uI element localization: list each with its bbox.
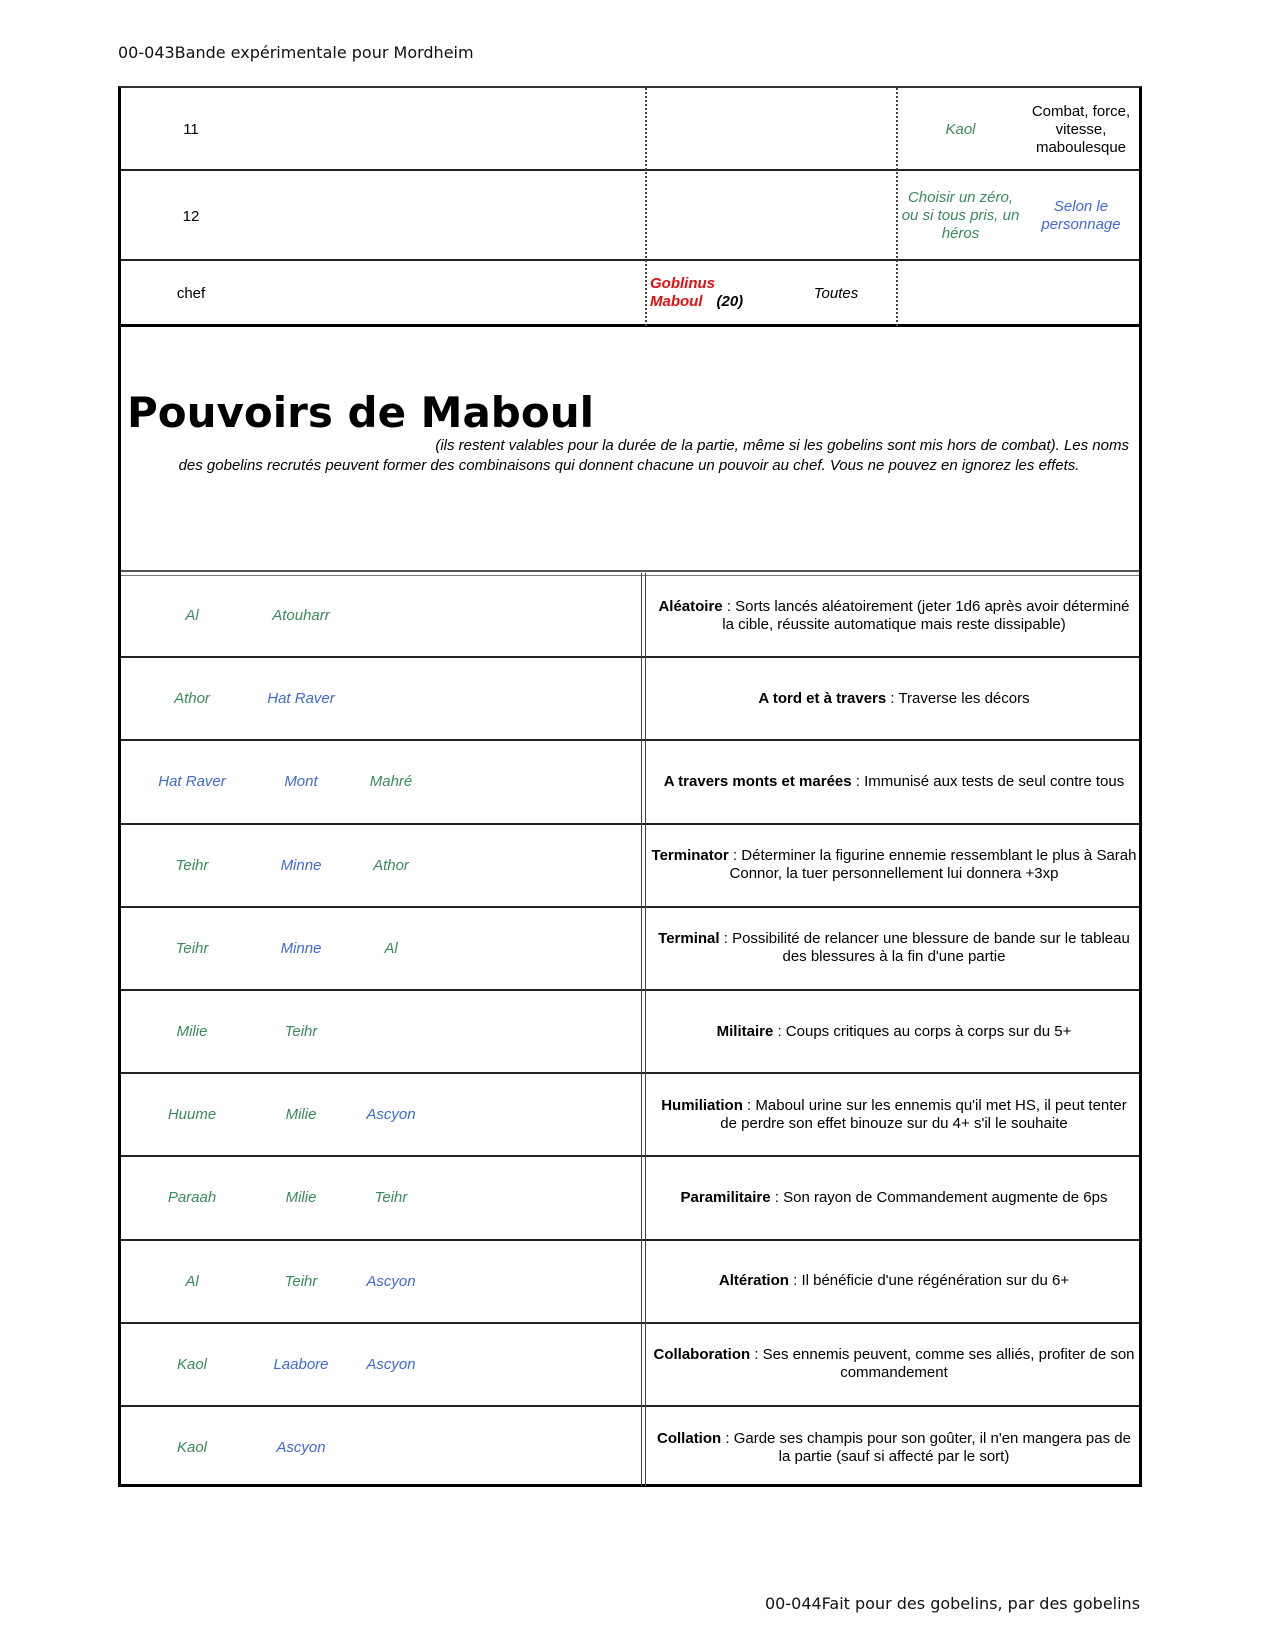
- power-description: [649, 907, 1139, 990]
- power-title: Aléatoire: [658, 597, 723, 615]
- power-description: [649, 1073, 1139, 1156]
- row-label: 12: [182, 207, 200, 225]
- power-row: [121, 990, 1139, 1073]
- power-text: [651, 847, 1137, 883]
- power-effect: : Traverse les décors: [886, 689, 1030, 707]
- hero-name: Kaol: [945, 120, 976, 138]
- power-description: [649, 574, 1139, 657]
- power-text: [651, 1346, 1137, 1382]
- power-row: [121, 1240, 1139, 1323]
- hero-stats: Selon le personnage: [1041, 198, 1121, 233]
- power-text: [651, 1430, 1137, 1466]
- power-row: [121, 574, 1139, 657]
- power-row: [121, 1323, 1139, 1406]
- power-description: [649, 657, 1139, 740]
- row-divider: [121, 1155, 1139, 1157]
- row-divider: [121, 906, 1139, 908]
- power-row: [121, 740, 1139, 823]
- goblin-name: Kaol: [176, 1439, 208, 1456]
- power-title: Militaire: [716, 1022, 774, 1040]
- row-label: 11: [183, 121, 199, 138]
- power-text: [717, 1023, 1072, 1041]
- power-text: [758, 690, 1029, 708]
- section-title: Pouvoirs de Maboul: [127, 388, 595, 437]
- goblin-name: Mont: [284, 773, 318, 791]
- row-divider: [121, 1072, 1139, 1074]
- power-title: Humiliation: [661, 1096, 743, 1114]
- power-description: [649, 740, 1139, 823]
- table-row-chef: [121, 261, 1139, 326]
- chef-name-line2-wrap: [650, 293, 743, 311]
- goblin-name: Teihr: [284, 1023, 318, 1040]
- powers-section-header: [121, 326, 1139, 574]
- row-divider: [121, 739, 1139, 741]
- power-title: Terminator: [651, 847, 729, 865]
- power-effect: : Possibilité de relancer une blessure de bande sur le tableau des blessures à la fin d'une partie: [719, 930, 1130, 966]
- goblin-name: Athor: [373, 856, 409, 874]
- page-header: 00-043Bande expérimentale pour Mordheim: [118, 43, 474, 62]
- power-description: [649, 1323, 1139, 1406]
- power-row: [121, 1406, 1139, 1489]
- power-effect: : Il bénéficie d'une régénération sur du 6+: [788, 1272, 1070, 1290]
- power-description: [649, 990, 1139, 1073]
- goblin-name: Athor: [174, 690, 210, 708]
- goblin-name: Ascyon: [366, 1106, 416, 1124]
- power-row: [121, 907, 1139, 990]
- goblin-name: Milie: [285, 1189, 317, 1207]
- power-title: Collation: [657, 1429, 722, 1447]
- table-row-12: [121, 171, 1139, 261]
- goblin-name: Ascyon: [276, 1439, 326, 1456]
- section-subtitle: [129, 436, 1129, 476]
- chef-name: [650, 275, 743, 311]
- page-footer: 00-044Fait pour des gobelins, par des gobelins: [765, 1594, 1141, 1613]
- row-divider: [121, 823, 1139, 825]
- power-title: A travers monts et marées: [663, 772, 852, 790]
- chef-value: Toutes: [813, 285, 859, 302]
- goblin-name: Hat Raver: [267, 690, 335, 708]
- goblin-name: Atouharr: [272, 607, 330, 624]
- power-row: [121, 824, 1139, 907]
- chef-name-line2: Maboul: [650, 293, 703, 310]
- power-row: [121, 1156, 1139, 1239]
- power-description: [649, 824, 1139, 907]
- goblin-name: Teihr: [284, 1272, 318, 1290]
- goblin-name: Kaol: [176, 1355, 208, 1373]
- goblin-name: Milie: [285, 1106, 317, 1124]
- power-description: [649, 1156, 1139, 1239]
- goblin-name: Laabore: [273, 1355, 329, 1373]
- goblin-name: Mahré: [369, 773, 413, 791]
- goblin-name: Al: [384, 939, 398, 957]
- power-effect: : Garde ses champis pour son goûter, il n'en mangera pas de la partie (sauf si affecté par le sort): [721, 1429, 1131, 1465]
- chef-count: (20): [716, 293, 744, 310]
- row-label: chef: [176, 285, 206, 302]
- goblin-name: Minne: [280, 939, 322, 957]
- power-title: Collaboration: [653, 1346, 751, 1364]
- power-effect: : Sorts lancés aléatoirement (jeter 1d6 après avoir déterminé la cible, réussite automatique mais reste dissipable): [722, 597, 1130, 633]
- power-text: [651, 598, 1137, 634]
- goblin-name: Milie: [176, 1023, 208, 1040]
- subtitle-line2: des gobelins recrutés peuvent former des combinaisons qui donnent chacune un pouvoir au chef. Vous ne pouvez en ignorez les effets.: [178, 457, 1080, 474]
- row-divider: [121, 1405, 1139, 1407]
- power-title: Altération: [718, 1272, 789, 1290]
- goblin-name: Ascyon: [366, 1272, 416, 1290]
- column-divider: [641, 573, 646, 1486]
- power-effect: : Son rayon de Commandement augmente de 6ps: [770, 1188, 1108, 1206]
- goblin-name: Teihr: [374, 1189, 408, 1207]
- power-effect: : Maboul urine sur les ennemis qu'il met HS, il peut tenter de perdre son effet binouze sur du 4+ s'il le souhaite: [720, 1096, 1127, 1132]
- dotted-divider: [645, 88, 647, 326]
- power-description: [649, 1406, 1139, 1489]
- goblin-name: Minne: [280, 856, 322, 874]
- power-effect: : Ses ennemis peuvent, comme ses alliés, profiter de son commandement: [750, 1346, 1135, 1382]
- power-row: [121, 657, 1139, 740]
- goblin-name: Al: [185, 1272, 199, 1290]
- power-text: [681, 1189, 1108, 1207]
- row-divider: [121, 989, 1139, 991]
- power-effect: : Déterminer la figurine ennemie ressemblant le plus à Sarah Connor, la tuer personnellement lui donnera +3xp: [728, 847, 1137, 883]
- power-text: [719, 1272, 1069, 1290]
- maboul-table: [118, 86, 1142, 1487]
- power-text: [664, 773, 1125, 791]
- power-title: A tord et à travers: [758, 689, 887, 707]
- goblin-name: Al: [185, 607, 199, 624]
- goblin-name: Paraah: [167, 1189, 217, 1207]
- row-divider: [121, 656, 1139, 658]
- goblin-name: Huume: [167, 1106, 217, 1124]
- power-effect: : Immunisé aux tests de seul contre tous: [851, 772, 1125, 790]
- goblin-name: Teihr: [175, 856, 209, 874]
- power-effect: : Coups critiques au corps à corps sur du 5+: [773, 1022, 1072, 1040]
- dotted-divider: [896, 88, 898, 326]
- goblin-name: Ascyon: [366, 1355, 416, 1373]
- power-title: Terminal: [658, 930, 720, 948]
- power-title: Paramilitaire: [680, 1188, 771, 1206]
- goblin-name: Hat Raver: [158, 773, 226, 791]
- power-row: [121, 1073, 1139, 1156]
- row-divider: [121, 1322, 1139, 1324]
- row-divider: [121, 1239, 1139, 1241]
- hero-stats: Combat, force, vitesse, maboulesque: [1031, 102, 1131, 156]
- goblin-name: Teihr: [175, 939, 209, 957]
- table-row-11: [121, 88, 1139, 171]
- subtitle-line1: (ils restent valables pour la durée de la partie, même si les gobelins sont mis hors de combat). Les noms: [435, 437, 1129, 454]
- power-text: [651, 1097, 1137, 1133]
- power-description: [649, 1240, 1139, 1323]
- power-text: [651, 930, 1137, 966]
- chef-name-line1: Goblinus: [650, 275, 715, 292]
- hero-name: Choisir un zéro, ou si tous pris, un héros: [901, 189, 1020, 242]
